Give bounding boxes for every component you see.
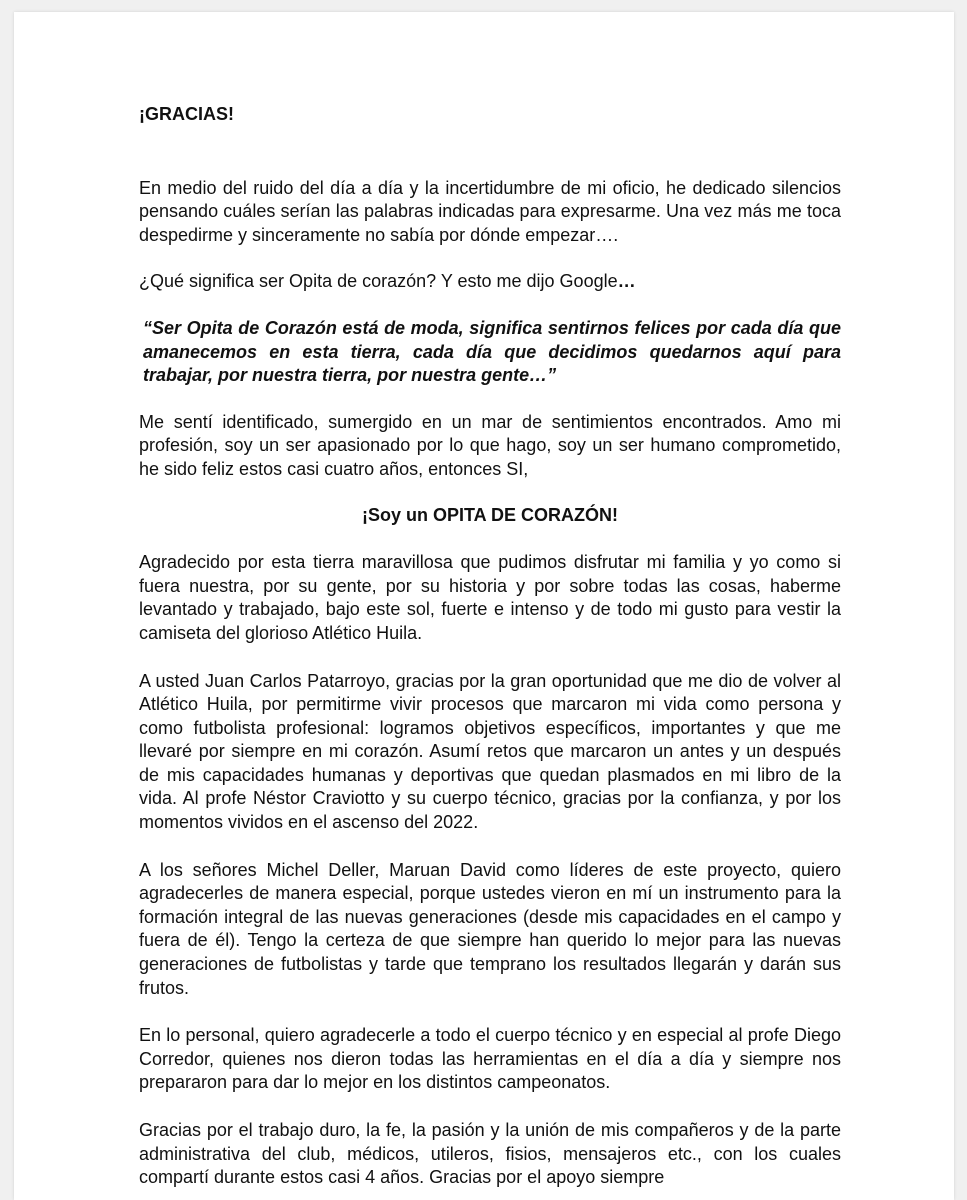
question-paragraph — [139, 270, 841, 294]
paragraph-deller-david: A los señores Michel Deller, Maruan David como líderes de este proyecto, quiero agradecerles de manera especial, porque ustedes vieron en mí un instrumento para la formación integral de las nuevas generaciones (desde mis capacidades en el campo y fuera de él). Tengo la certeza de que siempre han querido lo mejor para las nuevas generaciones de futbolistas y tarde que temprano los resultados llegarán y darán sus frutos. — [139, 859, 841, 998]
intro-paragraph: En medio del ruido del día a día y la incertidumbre de mi oficio, he dedicado silencios pensando cuáles serían las palabras indicadas para expresarme. Una vez más me toca despedirme y sinceramente no sabía por dónde empezar…. — [139, 177, 841, 245]
paragraph-teammates: Gracias por el trabajo duro, la fe, la pasión y la unión de mis compañeros y de la parte administrativa del club, médicos, utileros, fisios, mensajeros etc., con los cuales compartí durante estos casi 4 años. Gracias por el apoyo siempre — [139, 1120, 841, 1188]
letter-body — [139, 103, 841, 1190]
question-ellipsis: … — [617, 271, 636, 292]
paragraph-patarroyo: A usted Juan Carlos Patarroyo, gracias por la gran oportunidad que me dio de volver al Atlético Huila, por permitirme vivir procesos que marcaron mi vida como persona y como futbolista profesional: logramos objetivos específicos, importantes y que me llevaré por siempre en mi corazón. Asumí retos que marcaron un antes y un después de mis capacidades humanas y deportivas que quedan plasmados en mi libro de la vida. Al profe Néstor Craviotto y su cuerpo técnico, gracias por la confianza, y por los momentos vividos en el ascenso del 2022. — [139, 670, 841, 833]
identification-paragraph: Me sentí identificado, sumergido en un mar de sentimientos encontrados. Amo mi profesión, soy un ser apasionado por lo que hago, soy un ser humano comprometido, he sido feliz estos casi cuatro años, entonces SI, — [139, 411, 841, 479]
letter-title: ¡GRACIAS! — [139, 104, 234, 124]
quote-paragraph: “Ser Opita de Corazón está de moda, significa sentirnos felices por cada día que amanecemos en esta tierra, cada día que decidimos quedarnos aquí para trabajar, por nuestra tierra, por nuestra gente…” — [143, 317, 841, 386]
paragraph-corredor: En lo personal, quiero agradecerle a todo el cuerpo técnico y en especial al profe Diego Corredor, quienes nos dieron todas las herramientas en el día a día y siempre nos prepararon para dar lo mejor en los distintos campeonatos. — [139, 1025, 841, 1093]
paragraph-gratitude-land: Agradecido por esta tierra maravillosa que pudimos disfrutar mi familia y yo como si fuera nuestra, por su gente, por su historia y por sobre todas las cosas, haberme levantado y trabajado, bajo este sol, fuerte e intenso y de todo mi gusto para vestir la camiseta del glorioso Atlético Huila. — [139, 552, 841, 643]
question-text: ¿Qué significa ser Opita de corazón? Y esto me dijo Google — [139, 271, 618, 292]
exclamation-heading: ¡Soy un OPITA DE CORAZÓN! — [362, 504, 618, 525]
document-page — [14, 12, 954, 1200]
